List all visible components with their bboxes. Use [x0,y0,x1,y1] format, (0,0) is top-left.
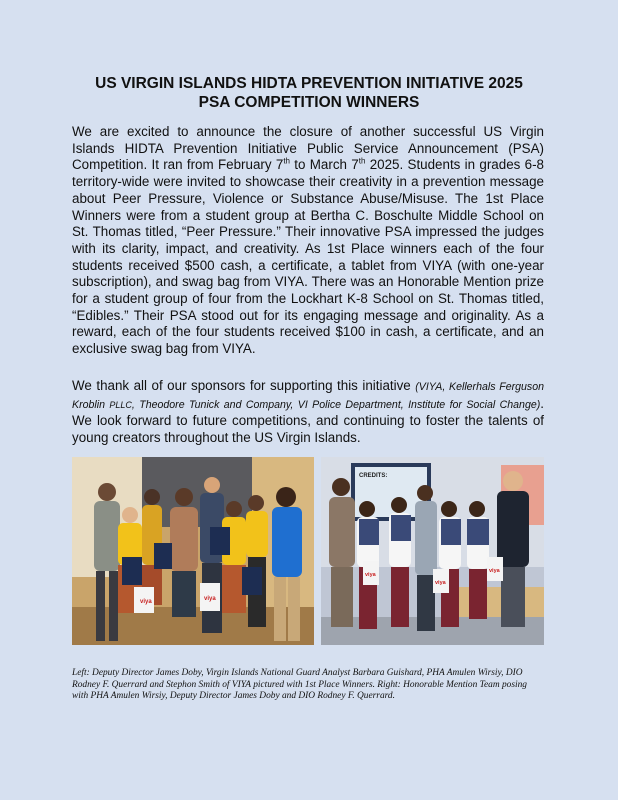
group-photo-icon [72,457,314,645]
page-title [40,74,578,112]
paragraph-text: We thank all of our sponsors for supporting this initiative [72,378,416,393]
paragraph-text: . We look forward to future competitions, and continuing to foster the talents of young creators throughout the US Virgin Islands. [72,395,544,446]
first-place-winners-photo [72,457,314,645]
title-line-2: PSA COMPETITION WINNERS [198,94,420,111]
group-photo-icon [321,457,544,645]
bag-text: viya [365,572,376,578]
title-line-1: US VIRGIN ISLANDS HIDTA PREVENTION INITIATIVE 2025 [95,75,523,92]
paragraph-text: to March 7 [289,157,359,173]
screen-text: CREDITS: [359,473,388,479]
thanks-paragraph [72,378,544,447]
bag-text: viya [435,580,446,586]
bag-text: viya [204,596,216,602]
paragraph-text: We are excited to announce the closure of another successful US Virgin Islands HIDTA Prevention Initiative Public Service Announcement (PSA) Competition. It ran from February 7 [72,124,544,173]
bag-text: viya [489,568,500,574]
sponsor-text: , Theodore Tunick and Company, VI Police Department, Institute for Social Change) [131,398,541,411]
photo-caption: Left: Deputy Director James Doby, Virgin Islands National Guard Analyst Barbara Guishard, PHA Amulen Wirsiy, DIO Rodney F. Querrard and Stephon Smith of VIYA pictured with 1st Place Winners. Right: Honorable Mention Team posing with PHA Amulen Wirsiy, Deputy Director James Doby and DIO Rodney F. Querrard. [72,668,527,701]
sponsor-text: PLLC [109,399,132,410]
paragraph-text: 2025. Students in grades 6-8 territory-wide were invited to showcase their creativity in a prevention message about Peer Pressure, Violence or Substance Abuse/Misuse. The 1st Place Winners were from a student group at Bertha C. Boschulte Middle School on St. Thomas titled, “Peer Pressure.” Their innovative PSA impressed the judges with its clarity, impact, and creativity. As 1st Place winners each of the four students received $500 cash, a certificate, a tablet from VIYA (with one-year subscription), and swag bag from VIYA. There was an Honorable Mention prize for a student group of four from the Lockhart K-8 School on St. Thomas titled, “Edibles.” Their PSA stood out for its engaging message and originality. As a reward, each of the four students received $100 in cash, a certificate, and an exclusive swag bag from VIYA. [72,157,544,357]
honorable-mention-photo [321,457,544,645]
superscript: th [358,156,366,166]
bag-text: viya [140,599,152,605]
announcement-paragraph [72,124,544,358]
superscript: th [283,156,290,166]
sponsor-text: (VIYA, Kellerhals Ferguson Kroblin [72,381,544,411]
